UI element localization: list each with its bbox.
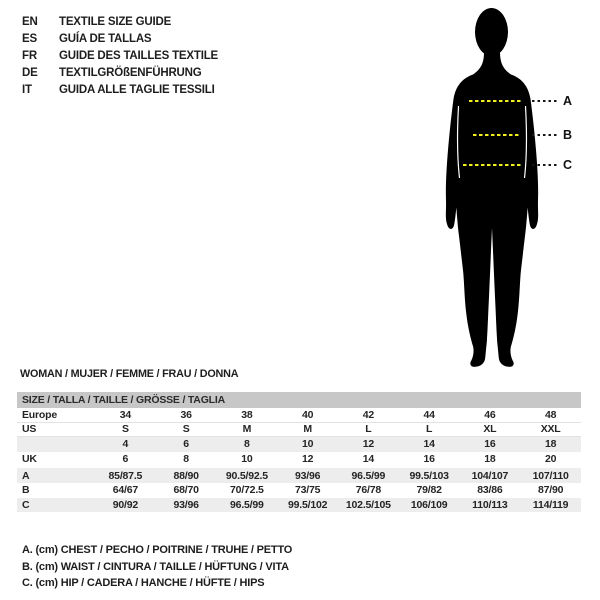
size-value-cell: M: [303, 423, 312, 436]
language-code: EN: [22, 15, 38, 28]
size-value-cell: 110/113: [472, 498, 508, 511]
waist-measure-label: B: [563, 128, 573, 142]
size-value-cell: S: [121, 423, 129, 436]
size-value-cell: M: [242, 423, 252, 436]
size-value-cell: 90.5/92.5: [225, 469, 268, 482]
size-value-cell: 73/75: [294, 484, 321, 497]
table-row: [17, 452, 581, 467]
table-row: [17, 423, 581, 438]
size-value-cell: 83/86: [477, 484, 503, 497]
size-value-cell: 10: [301, 438, 314, 451]
hip-measure-line: [463, 164, 521, 166]
legend-line: C. (cm) HIP / CADERA / HANCHE / HÜFTE / HIPS: [22, 577, 265, 589]
size-table-header: SIZE / TALLA / TAILLE / GRÖSSE / TAGLIA: [17, 392, 581, 408]
legend-line: A. (cm) CHEST / PECHO / POITRINE / TRUHE / PETTO: [22, 544, 293, 556]
size-value-cell: 96.5/99: [230, 498, 264, 511]
size-value-cell: 12: [301, 453, 314, 466]
size-value-cell: 36: [180, 408, 192, 421]
size-value-cell: 87/90: [537, 484, 564, 497]
language-code: DE: [22, 66, 38, 79]
hip-measure-label: C: [563, 158, 573, 172]
language-row: [22, 30, 218, 47]
row-label: US: [22, 423, 37, 436]
language-row: [22, 47, 218, 64]
size-value-cell: 93/96: [173, 498, 199, 511]
language-code: FR: [22, 49, 37, 62]
size-value-cell: 64/67: [112, 484, 139, 497]
size-value-cell: 6: [122, 453, 129, 466]
size-value-cell: 4: [122, 438, 129, 451]
language-row: [22, 13, 218, 30]
size-value-cell: L: [426, 423, 433, 436]
row-label: UK: [22, 453, 37, 466]
size-value-cell: 40: [301, 408, 314, 421]
woman-silhouette-image: [430, 8, 565, 370]
size-value-cell: 96.5/99: [351, 469, 386, 482]
size-value-cell: 18: [484, 453, 496, 466]
row-label: B: [22, 484, 30, 497]
size-value-cell: 14: [362, 453, 375, 466]
language-title: GUIDA ALLE TAGLIE TESSILI: [59, 83, 215, 96]
size-value-cell: 79/82: [416, 484, 442, 497]
language-title: GUIDE DES TAILLES TEXTILE: [59, 49, 218, 62]
size-value-cell: 68/70: [173, 484, 199, 497]
size-value-cell: 106/109: [410, 498, 448, 511]
waist-measure-line: [473, 134, 520, 136]
chest-measure-line: [469, 100, 522, 102]
size-value-cell: 12: [362, 438, 375, 451]
size-value-cell: 85/87.5: [108, 469, 143, 482]
size-value-cell: 102.5/105: [345, 498, 391, 511]
row-label: C: [22, 498, 30, 511]
size-value-cell: 76/78: [355, 484, 382, 497]
size-value-cell: 6: [183, 438, 189, 451]
size-value-cell: 114/119: [532, 498, 569, 511]
chest-measure-label: A: [563, 94, 573, 108]
size-value-cell: 99.5/103: [409, 469, 449, 482]
table-row: [17, 408, 581, 423]
row-label: A: [22, 469, 30, 482]
size-value-cell: 99.5/102: [287, 498, 328, 511]
section-title: WOMAN / MUJER / FEMME / FRAU / DONNA: [20, 368, 239, 380]
hip-leader-line: [532, 164, 557, 166]
language-row: [22, 81, 218, 98]
size-value-cell: 88/90: [173, 469, 199, 482]
table-row: [17, 468, 581, 483]
language-title: GUÍA DE TALLAS: [59, 32, 152, 45]
size-value-cell: 10: [241, 453, 253, 466]
size-value-cell: 18: [544, 438, 557, 451]
size-value-cell: 8: [183, 453, 189, 466]
size-value-cell: 70/72.5: [230, 484, 264, 497]
size-value-cell: XL: [483, 423, 497, 436]
size-value-cell: 48: [544, 408, 557, 421]
row-label: Europe: [22, 408, 57, 421]
size-value-cell: S: [182, 423, 190, 436]
legend-line: B. (cm) WAIST / CINTURA / TAILLE / HÜFTUNG / VITA: [22, 560, 289, 573]
size-value-cell: 34: [119, 408, 132, 421]
size-value-cell: XXL: [540, 423, 561, 436]
chest-leader-line: [532, 100, 557, 102]
language-title: TEXTILGRÖßENFÜHRUNG: [59, 66, 202, 79]
size-value-cell: 16: [423, 453, 435, 466]
size-value-cell: 46: [484, 408, 496, 421]
table-row: [17, 437, 581, 452]
table-row: [17, 483, 581, 498]
size-value-cell: 38: [241, 408, 253, 421]
size-value-cell: 42: [362, 408, 375, 421]
size-value-cell: 104/107: [471, 469, 509, 482]
measure-legend: [22, 542, 292, 592]
table-row: [17, 498, 581, 513]
language-title: TEXTILE SIZE GUIDE: [59, 15, 172, 28]
language-list: [22, 13, 218, 98]
size-value-cell: 93/96: [294, 469, 321, 482]
size-value-cell: 107/110: [532, 469, 569, 482]
size-value-cell: 8: [244, 438, 250, 451]
language-code: ES: [22, 32, 37, 45]
waist-leader-line: [532, 134, 557, 136]
size-value-cell: L: [365, 423, 372, 436]
size-value-cell: 14: [423, 438, 435, 451]
language-row: [22, 64, 218, 81]
size-value-cell: 16: [484, 438, 496, 451]
size-table: [17, 392, 581, 512]
size-value-cell: 20: [544, 453, 557, 466]
language-code: IT: [22, 83, 32, 96]
size-table-rows: [17, 408, 581, 512]
size-value-cell: 90/92: [112, 498, 139, 511]
size-value-cell: 44: [423, 408, 435, 421]
